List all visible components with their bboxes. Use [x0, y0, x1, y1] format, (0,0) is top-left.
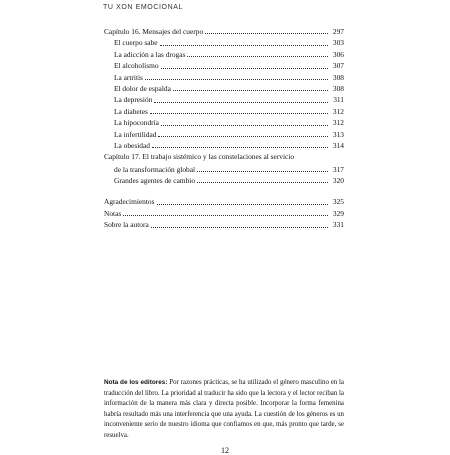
toc-entry-title: Notas: [104, 208, 122, 218]
dot-leader: [205, 32, 328, 34]
toc-page-number: 308: [332, 72, 344, 82]
toc-page-number: 313: [332, 129, 344, 139]
toc-entry-title: La infertilidad: [114, 129, 157, 139]
running-head: TU XON EMOCIONAL: [103, 4, 183, 11]
editors-note-text: Por razones prácticas, se ha utilizado el género masculino en la traducción del libro. La prioridad al traducir ha sido que la lectora y el lector reciban la información de la manera más clara y directa posible. Incorporar la forma femenina habría resultado más una interferencia que una ayuda. La cuestión de los géneros es un inconveniente serio de nuestro idioma que confiamos en que, más pronto que tarde, se resuelva.: [104, 379, 344, 439]
toc-entry: [104, 106, 344, 117]
toc-entry-title: La diabetes: [114, 106, 148, 116]
toc-entry-chapter-16: [104, 26, 344, 37]
toc-page-number: 308: [332, 83, 344, 93]
toc-entry: [104, 49, 344, 60]
dot-leader: [160, 44, 328, 46]
toc-entry: [104, 60, 344, 71]
toc-page-number: 325: [332, 197, 344, 207]
page-number: 12: [221, 446, 229, 455]
toc-entry: [104, 72, 344, 83]
toc-page-number: 306: [332, 49, 344, 59]
dot-leader: [173, 89, 328, 91]
toc-page-number: 329: [332, 208, 344, 218]
toc-page-number: 317: [332, 164, 344, 174]
toc-page-number: 307: [332, 61, 344, 71]
dot-leader: [158, 135, 328, 137]
table-of-contents: [104, 26, 344, 231]
dot-leader: [145, 78, 328, 80]
toc-entry-title: Capítulo 16. Mensajes del cuerpo: [104, 26, 204, 36]
toc-entry-title: Agradecimientos: [104, 197, 155, 207]
toc-entry: [104, 117, 344, 128]
toc-entry-title: La hipocondría: [114, 118, 159, 128]
toc-entry: [104, 83, 344, 94]
toc-entry-title: El cuerpo sabe: [114, 38, 158, 48]
toc-entry-title: Sobre la autora: [104, 220, 149, 230]
toc-page-number: 331: [332, 220, 344, 230]
dot-leader: [197, 170, 328, 172]
dot-leader: [157, 203, 329, 205]
dot-leader: [161, 124, 328, 126]
dot-leader: [161, 67, 328, 69]
toc-entry-title: El dolor de espalda: [114, 83, 171, 93]
dot-leader: [197, 181, 328, 183]
toc-entry: [104, 175, 344, 186]
toc-entry-back-matter: [104, 196, 344, 207]
editors-note: [104, 378, 344, 441]
dot-leader: [154, 101, 328, 103]
toc-entry-title: Capítulo 17. El trabajo sistémico y las constelaciones al servicio: [104, 152, 295, 162]
toc-entry: [104, 37, 344, 48]
toc-entry: [104, 129, 344, 140]
toc-entry-chapter-17-continued: [104, 164, 344, 175]
dot-leader: [150, 112, 328, 114]
toc-entry-title: La artritis: [114, 72, 143, 82]
dot-leader: [152, 146, 328, 148]
section-gap: [104, 186, 344, 196]
editors-note-label: Nota de los editores:: [104, 379, 168, 386]
dot-leader: [151, 226, 328, 228]
toc-page-number: 312: [332, 118, 344, 128]
dot-leader: [123, 214, 328, 216]
toc-entry-title: La obesidad: [114, 140, 150, 150]
toc-entry-title: Grandes agentes de cambio: [114, 176, 196, 186]
toc-entry-title: El alcoholismo: [114, 61, 159, 71]
toc-entry-title: La depresión: [114, 95, 153, 105]
toc-entry-title: de la transformación global: [114, 164, 196, 174]
toc-page-number: 297: [332, 26, 344, 36]
dot-leader: [187, 55, 328, 57]
toc-page-number: 303: [332, 38, 344, 48]
toc-entry-chapter-17: [104, 151, 344, 163]
toc-entry-back-matter: [104, 219, 344, 230]
toc-page-number: 311: [333, 95, 344, 105]
toc-entry: [104, 140, 344, 151]
toc-page-number: 312: [332, 106, 344, 116]
toc-entry: [104, 94, 344, 105]
toc-page-number: 320: [332, 176, 344, 186]
toc-entry-back-matter: [104, 208, 344, 219]
toc-entry-title: La adicción a las drogas: [114, 49, 186, 59]
toc-page-number: 314: [332, 140, 344, 150]
